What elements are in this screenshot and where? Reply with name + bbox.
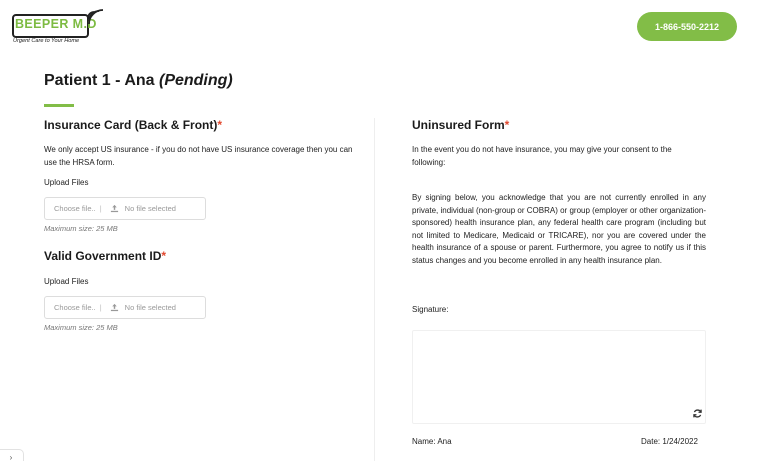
government-id-title-text: Valid Government ID — [44, 249, 162, 263]
column-divider — [374, 118, 375, 461]
signature-date: Date: 1/24/2022 — [641, 437, 698, 446]
logo[interactable] — [12, 8, 104, 48]
choose-file-placeholder: Choose file.. — [54, 204, 96, 213]
government-id-title — [44, 249, 166, 263]
insurance-card-title — [44, 118, 222, 132]
title-underline — [44, 104, 74, 107]
uninsured-consent-text: By signing below, you acknowledge that you are not currently enrolled in any private, individual (non-group or COBRA) or group (employer or other organization-sponsored) health insurance plan, any federal health care program (including but not limited to Medicare, Medicaid or TRICARE), nor you are covered under the health insurance of a spouse or parent. Furthermore, you agree to notify us if this status changes and you become enrolled in any health insurance plan. — [412, 193, 706, 265]
page-title-main: Patient 1 - Ana — [44, 72, 159, 89]
insurance-card-description: We only accept US insurance - if you do not have US insurance coverage then you can use the HRSA form. — [44, 145, 353, 167]
status-badge: (Pending) — [158, 72, 233, 89]
signature-label: Signature: — [412, 305, 449, 314]
insurance-card-title-text: Insurance Card (Back & Front) — [44, 118, 218, 132]
signal-icon — [86, 8, 104, 26]
uninsured-form-title-text: Uninsured Form — [412, 118, 505, 132]
chevron-right-icon[interactable]: › — [0, 449, 24, 461]
insurance-upload-label: Upload Files — [44, 178, 89, 187]
choose-file-placeholder: Choose file.. — [54, 303, 96, 312]
upload-icon — [110, 303, 119, 312]
refresh-icon[interactable] — [692, 408, 703, 419]
uninsured-form-title — [412, 118, 509, 132]
no-file-selected: No file selected — [124, 204, 176, 213]
uninsured-intro: In the event you do not have insurance, you may give your consent to the following: — [412, 145, 672, 167]
separator: | — [99, 303, 102, 312]
logo-name: BEEPER M.D — [15, 17, 97, 31]
page-title — [44, 72, 233, 90]
phone-button[interactable]: 1-866-550-2212 — [637, 12, 737, 41]
signer-name: Name: Ana — [412, 437, 452, 446]
separator: | — [99, 204, 102, 213]
header — [0, 0, 780, 56]
government-id-upload-label: Upload Files — [44, 277, 89, 286]
logo-tagline: Urgent Care to Your Home — [13, 38, 80, 44]
government-id-max-size: Maximum size: 25 MB — [44, 323, 118, 332]
insurance-max-size: Maximum size: 25 MB — [44, 224, 118, 233]
required-mark: * — [504, 118, 510, 132]
signature-pad[interactable] — [412, 330, 706, 424]
insurance-upload-input[interactable] — [44, 197, 206, 220]
required-mark: * — [217, 118, 223, 132]
upload-icon — [110, 204, 119, 213]
government-id-upload-input[interactable] — [44, 296, 206, 319]
no-file-selected: No file selected — [124, 303, 176, 312]
required-mark: * — [161, 249, 167, 263]
